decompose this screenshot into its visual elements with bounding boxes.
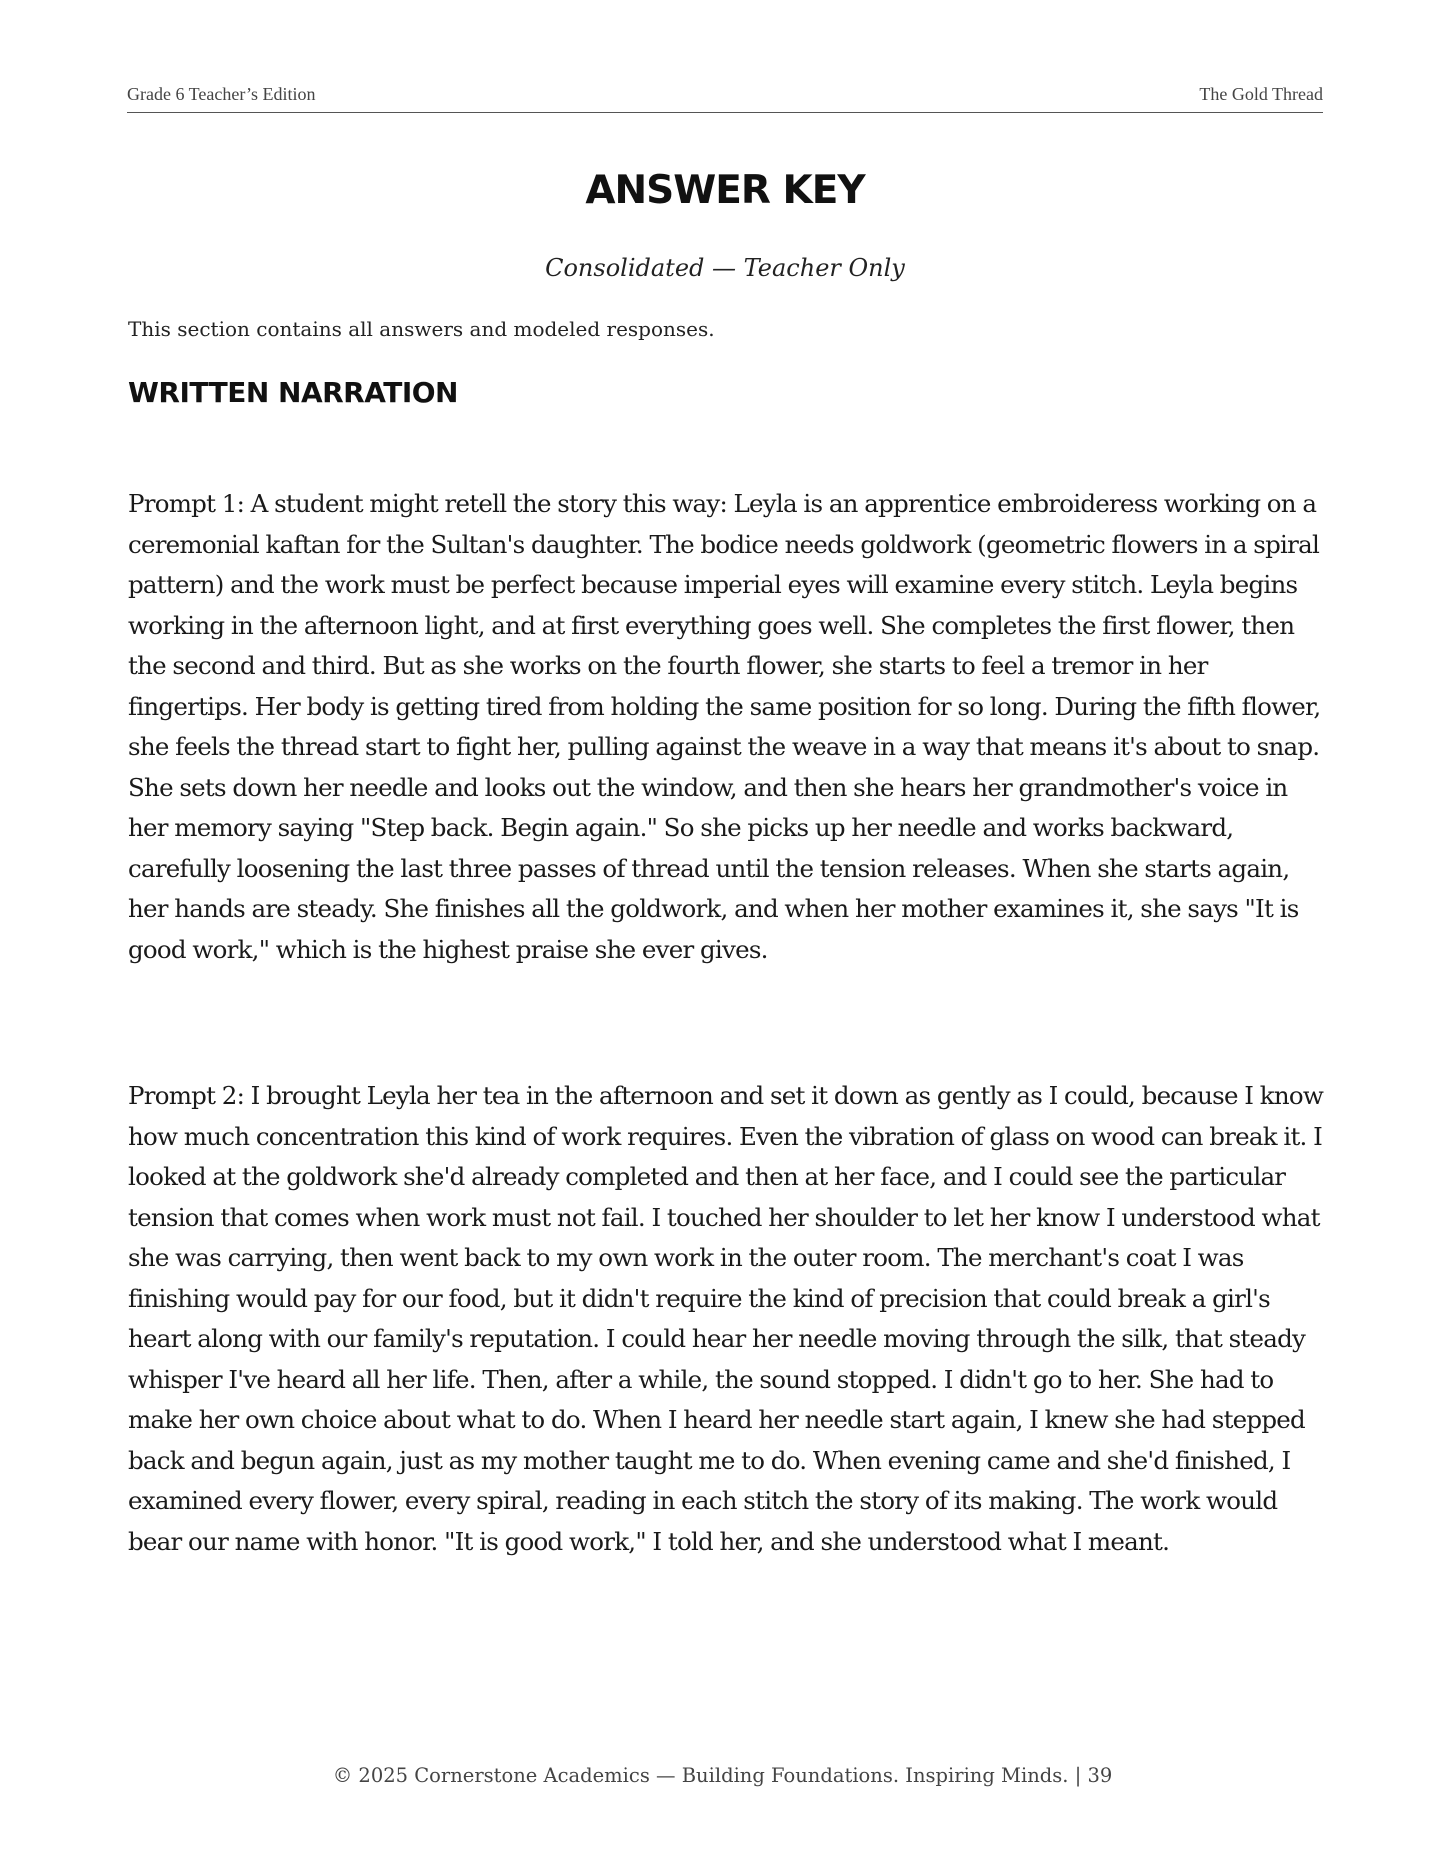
header-grade-label: Grade 6 Teacher’s Edition [127, 84, 316, 104]
page-subtitle: Consolidated — Teacher Only [545, 254, 905, 282]
intro-text: This section contains all answers and modeled responses. [128, 317, 715, 341]
header-story-title: The Gold Thread [1199, 84, 1323, 104]
page-footer: © 2025 Cornerstone Academics — Building Foundations. Inspiring Minds. | 39 [332, 1764, 1113, 1787]
prompt-1-response: Prompt 1: A student might retell the story this way: Leyla is an apprentice embroideress working on a ceremonial kaftan for the Sultan's daughter. The bodice needs goldwork (geometric flowers in a spiral pattern) and the work must be perfect because imperial eyes will examine every stitch. Leyla begins working in the afternoon light, and at first everything goes well. She completes the first flower, then the second and third. But as she works on the fourth flower, she starts to feel a tremor in her fingertips. Her body is getting tired from holding the same position for so long. During the fifth flower, she feels the thread start to fight her, pulling against the weave in a way that means it's about to snap. She sets down her needle and looks out the window, and then she hears her grandmother's voice in her memory saying "Step back. Begin again." So she picks up her needle and works backward, carefully loosening the last three passes of thread until the tension releases. When she starts again, her hands are steady. She finishes all the goldwork, and when her mother examines it, she says "It is good work," which is the highest praise she ever gives. [128, 489, 1321, 964]
page-title: ANSWER KEY [585, 168, 865, 213]
prompt-2-response: Prompt 2: I brought Leyla her tea in the afternoon and set it down as gently as I could, because I know how much concentration this kind of work requires. Even the vibration of glass on wood can break it. I looked at the goldwork she'd already completed and then at her face, and I could see the particular tension that comes when work must not fail. I touched her shoulder to let her know I understood what she was carrying, then went back to my own work in the outer room. The merchant's coat I was finishing would pay for our food, but it didn't require the kind of precision that could break a girl's heart along with our family's reputation. I could hear her needle moving through the silk, that steady whisper I've heard all her life. Then, after a while, the sound stopped. I didn't go to her. She had to make her own choice about what to do. When I heard her needle start again, I knew she had stepped back and begun again, just as my mother taught me to do. When evening came and she'd finished, I examined every flower, every spiral, reading in each stitch the story of its making. The work would bear our name with honor. "It is good work," I told her, and she understood what I meant. [128, 1081, 1324, 1556]
page-header [127, 84, 1323, 113]
section-heading: WRITTEN NARRATION [128, 376, 458, 409]
